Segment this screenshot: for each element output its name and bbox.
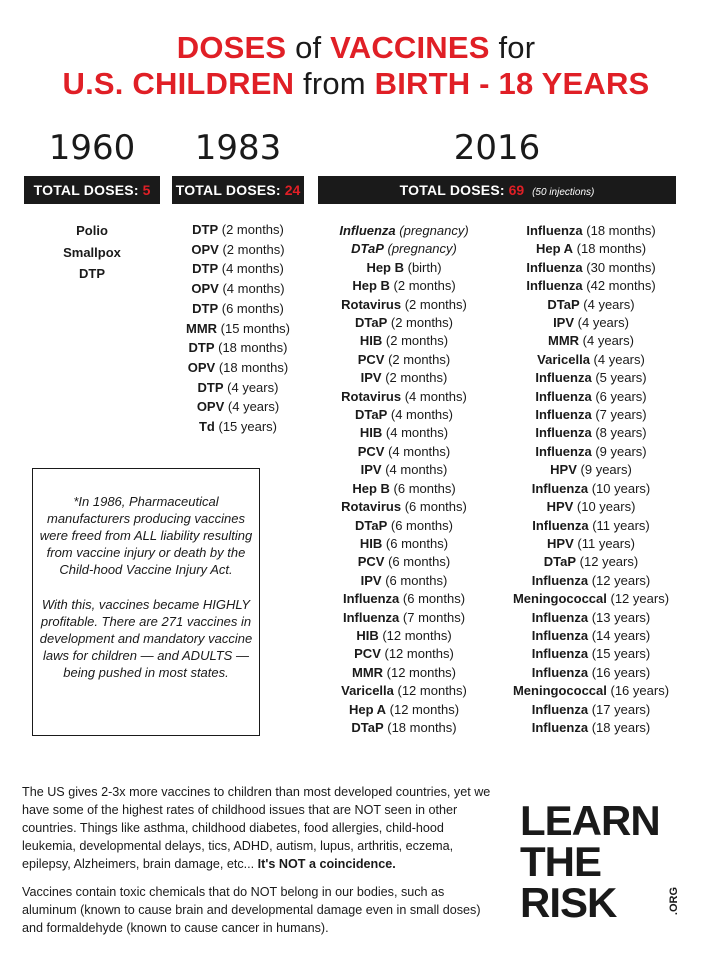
vaccine-name: Influenza xyxy=(531,480,589,496)
vaccine-name: Hep A xyxy=(348,701,387,717)
vaccine-name: HPV xyxy=(546,499,574,515)
dose-age: (10 years) xyxy=(588,480,651,496)
vaccine-dose-item xyxy=(505,682,677,700)
vaccine-name: Influenza xyxy=(531,609,589,625)
vaccine-dose-item xyxy=(318,517,490,535)
dose-age: (16 years) xyxy=(588,664,651,680)
bottom-paragraph-1 xyxy=(22,783,492,873)
vaccine-dose-item xyxy=(318,682,490,700)
vaccine-name: DTaP xyxy=(354,315,388,331)
dose-age: (5 years) xyxy=(591,370,647,386)
injections-note: (50 injections) xyxy=(532,187,595,198)
vaccine-dose-item xyxy=(318,314,490,332)
vaccine-dose-item xyxy=(172,259,304,279)
vaccine-name: Influenza xyxy=(526,259,583,275)
title-part: BIRTH - 18 YEARS xyxy=(374,66,650,101)
vaccine-dose-item xyxy=(318,701,490,719)
vaccine-name: OPV xyxy=(187,359,216,375)
vaccine-name: DTaP xyxy=(351,241,384,257)
vaccine-dose-item xyxy=(318,535,490,553)
dose-age: (15 years) xyxy=(214,419,278,435)
dose-age: (18 years) xyxy=(588,719,651,735)
vaccine-name: Influenza xyxy=(339,223,396,238)
dose-age: (2 months) xyxy=(384,351,451,367)
title-line-2 xyxy=(0,66,712,102)
vaccine-name: HIB xyxy=(359,333,383,349)
vaccine-name: Hep B xyxy=(352,480,390,496)
note-paragraph-1: *In 1986, Pharmaceutical manufacturers producing vaccines were freed from ALL liability resulting from vaccine injury or death by the Child-hood Vaccine Injury Act. xyxy=(39,494,253,577)
vaccine-dose-item xyxy=(318,222,490,240)
vaccine-dose-item xyxy=(505,719,677,737)
vaccine-dose-item xyxy=(318,719,490,737)
dose-age: (2 months) xyxy=(389,278,456,294)
vaccine-name: HIB xyxy=(356,627,379,643)
dose-age: (6 months) xyxy=(399,591,466,607)
vaccine-dose-item xyxy=(318,443,490,461)
dose-age: (4 years) xyxy=(224,399,280,415)
logo-word-learn: LEARN xyxy=(520,797,660,844)
dose-age: (12 months) xyxy=(378,627,452,643)
vaccine-dose-item xyxy=(505,498,677,516)
vaccine-dose-item xyxy=(318,498,490,516)
bottom-paragraph-1-text: The US gives 2-3x more vaccines to children than most developed countries, yet we have some of the highest rates of childhood issues that are NOT seen in other countries. Things like asthma, childhood diabetes, food allergies, child-hood leukemia, developmental delays, tics, ADHD, autism, lupus, arthritis, eczema, epilepsy, Alzheimers, brain damage, etc... xyxy=(22,785,491,871)
dose-age: (7 years) xyxy=(591,407,647,423)
vaccine-dose-item xyxy=(505,517,677,535)
vaccine-name: HPV xyxy=(547,535,574,551)
vaccine-name: Hep B xyxy=(352,278,390,294)
dose-age: (12 months) xyxy=(386,701,460,717)
vaccine-dose-item xyxy=(318,590,490,608)
vaccine-dose-item xyxy=(505,424,677,442)
vaccine-name: OPV xyxy=(196,399,225,415)
title-part: DOSES xyxy=(176,30,287,65)
total-doses-label: TOTAL DOSES: xyxy=(399,182,505,198)
vaccine-name: Influenza xyxy=(531,701,589,717)
vaccine-dose-item xyxy=(505,553,677,571)
vaccine-dose-item xyxy=(318,259,490,277)
vaccine-name: Influenza xyxy=(342,591,400,607)
vaccine-dose-item xyxy=(505,701,677,719)
vaccine-name: Varicella xyxy=(341,683,394,699)
vaccine-dose-item xyxy=(505,535,677,553)
vaccine-dose-item xyxy=(318,609,490,627)
dose-age: (6 months) xyxy=(401,499,467,515)
bottom-paragraph-2: Vaccines contain toxic chemicals that do NOT belong in our bodies, such as aluminum (known to cause brain and developmental damage even in small doses) and formaldehyde (known to cause cancer in humans). xyxy=(22,885,481,935)
vaccine-dose-item xyxy=(318,627,490,645)
vaccine-dose-item xyxy=(505,664,677,682)
dose-age: (14 years) xyxy=(588,627,651,643)
dose-age: (birth) xyxy=(404,259,442,275)
year-1983: 1983 xyxy=(194,128,282,168)
vaccine-dose-item xyxy=(318,553,490,571)
dose-age: (4 years) xyxy=(574,315,629,331)
vaccine-name: PCV xyxy=(357,351,385,367)
vaccine-name: Influenza xyxy=(342,609,400,625)
vaccine-name: IPV xyxy=(360,462,382,478)
vaccine-dose-item xyxy=(172,338,304,358)
dose-age: (4 months) xyxy=(218,281,285,297)
dose-age: (6 months) xyxy=(389,480,456,496)
dose-age: (9 years) xyxy=(576,462,632,478)
vaccine-dose-item xyxy=(505,609,677,627)
vaccine-name: Rotavirus xyxy=(341,296,402,312)
total-doses-1960 xyxy=(24,176,160,204)
vaccine-dose-item xyxy=(318,572,490,590)
vaccine-dose-item xyxy=(172,417,304,437)
vaccine-name: PCV xyxy=(357,554,385,570)
vaccine-dose-item xyxy=(318,461,490,479)
dose-age: (4 years) xyxy=(579,296,635,312)
vaccine-dose-item xyxy=(318,424,490,442)
vaccine-name: HPV xyxy=(550,462,577,478)
dose-age: (12 months) xyxy=(393,683,467,699)
vaccine-dose-item xyxy=(505,259,677,277)
dose-age: (4 months) xyxy=(387,407,453,423)
vaccine-dose-item xyxy=(172,378,304,398)
vaccine-dose-item xyxy=(318,664,490,682)
vaccine-name: DTaP xyxy=(351,719,384,735)
year-2016: 2016 xyxy=(453,128,541,168)
vaccine-dose-item xyxy=(318,406,490,424)
vaccine-dose-item xyxy=(505,277,677,295)
vaccine-name: DTP xyxy=(192,222,219,237)
vaccine-dose-item xyxy=(318,332,490,350)
logo-word-risk: RISK xyxy=(520,879,617,926)
dose-age: (18 months) xyxy=(573,241,647,257)
title-part: U.S. CHILDREN xyxy=(62,66,295,101)
vaccine-dose-item xyxy=(505,645,677,663)
dose-age: (17 years) xyxy=(588,701,651,717)
dose-age: (12 months) xyxy=(383,664,457,680)
dose-age: (6 months) xyxy=(382,535,449,551)
vaccine-name: Varicella xyxy=(537,351,590,367)
vaccine-name: Influenza xyxy=(531,646,589,662)
dose-age: (18 months) xyxy=(383,719,457,735)
vaccine-dose-item xyxy=(24,263,160,285)
title-line-1 xyxy=(0,30,712,66)
dose-age: (8 years) xyxy=(591,425,647,441)
dose-age: (4 months) xyxy=(384,443,451,459)
vaccine-dose-item xyxy=(24,220,160,242)
vaccine-name: IPV xyxy=(360,370,382,386)
vaccine-dose-item xyxy=(172,397,304,417)
vaccine-name: Influenza xyxy=(535,388,592,404)
dose-age: (4 months) xyxy=(382,425,449,441)
vaccine-name: OPV xyxy=(191,281,219,297)
dose-age: (2 months) xyxy=(387,315,453,331)
logo-org: .ORG xyxy=(668,886,681,916)
dose-age: (6 years) xyxy=(591,388,647,404)
dose-age: (11 years) xyxy=(573,535,635,551)
vaccine-dose-item xyxy=(505,369,677,387)
vaccine-name: Influenza xyxy=(535,407,592,423)
dose-age: (6 months) xyxy=(218,300,284,316)
vaccine-dose-item xyxy=(318,296,490,314)
vaccine-name: OPV xyxy=(191,241,219,257)
dose-age: (15 years) xyxy=(588,646,651,662)
dose-age: (4 months) xyxy=(218,261,284,277)
dose-age: (2 months) xyxy=(381,370,448,386)
total-doses-value: 5 xyxy=(142,182,151,198)
vaccine-name: IPV xyxy=(553,315,575,331)
vaccine-name: Influenza xyxy=(526,278,583,294)
vaccine-dose-item xyxy=(172,358,304,378)
vaccine-name: Meningococcal xyxy=(512,683,607,699)
vaccine-name: DTaP xyxy=(354,517,388,533)
vaccine-name: Influenza xyxy=(526,223,583,238)
title-part: from xyxy=(294,66,375,101)
vaccine-dose-item xyxy=(318,388,490,406)
vaccine-dose-item xyxy=(505,443,677,461)
total-doses-1983 xyxy=(172,176,304,204)
vaccine-name: MMR xyxy=(351,664,384,680)
dose-age: (18 months) xyxy=(215,359,289,375)
vaccine-name: DTP xyxy=(192,300,219,316)
vaccine-dose-item xyxy=(505,480,677,498)
dose-age: (18 months) xyxy=(214,340,288,356)
dose-age: (6 months) xyxy=(381,572,448,588)
vaccine-name: Influenza xyxy=(531,627,589,643)
vaccine-name: Smallpox xyxy=(63,244,121,260)
vaccine-dose-item xyxy=(505,351,677,369)
dose-age: (7 months) xyxy=(399,609,466,625)
liability-note-box xyxy=(32,468,260,736)
total-doses-value: 24 xyxy=(284,182,301,198)
vaccine-dose-item xyxy=(318,645,490,663)
dose-age: (13 years) xyxy=(588,609,651,625)
learn-the-risk-logo xyxy=(520,797,690,926)
vaccine-name: DTaP xyxy=(547,296,580,312)
dose-age: (2 months) xyxy=(218,222,284,237)
dose-age: (6 months) xyxy=(387,517,453,533)
vaccine-dose-item xyxy=(318,277,490,295)
vaccine-name: Meningococcal xyxy=(512,591,607,607)
vaccine-name: DTP xyxy=(188,340,215,356)
dose-age: (9 years) xyxy=(591,443,647,459)
vaccine-name: Rotavirus xyxy=(341,388,402,404)
dose-age: (15 months) xyxy=(217,320,291,336)
vaccine-list-1983 xyxy=(172,220,304,437)
vaccine-dose-item xyxy=(505,314,677,332)
dose-age: (4 months) xyxy=(381,462,448,478)
vaccine-dose-item xyxy=(505,406,677,424)
dose-age: (12 years) xyxy=(576,554,639,570)
vaccine-dose-item xyxy=(172,319,304,339)
dose-age: (pregnancy) xyxy=(395,223,469,238)
dose-age: (4 years) xyxy=(223,379,279,395)
dose-age: (12 years) xyxy=(606,591,670,607)
logo-word-the: THE xyxy=(520,838,601,885)
dose-age: (2 months) xyxy=(218,241,285,257)
vaccine-dose-item xyxy=(505,572,677,590)
dose-age: (18 months) xyxy=(582,223,656,238)
title-part: of xyxy=(286,30,331,65)
vaccine-name: Hep A xyxy=(535,241,574,257)
vaccine-name: Influenza xyxy=(531,572,589,588)
vaccine-name: PCV xyxy=(354,646,381,662)
bottom-paragraph-1-emphasis: It's NOT a coincidence. xyxy=(257,857,396,871)
year-1960: 1960 xyxy=(48,128,136,168)
dose-age: (11 years) xyxy=(588,517,650,533)
vaccine-name: IPV xyxy=(360,572,382,588)
bottom-text xyxy=(22,783,492,947)
vaccine-name: Rotavirus xyxy=(341,499,402,515)
vaccine-name: Td xyxy=(198,419,215,435)
vaccine-dose-item xyxy=(318,369,490,387)
vaccine-list-2016-right xyxy=(505,222,677,737)
vaccine-name: MMR xyxy=(185,320,218,336)
vaccine-name: HIB xyxy=(359,535,383,551)
dose-age: (pregnancy) xyxy=(383,241,457,257)
vaccine-dose-item xyxy=(172,279,304,299)
note-paragraph-2: With this, vaccines became HIGHLY profitable. There are 271 vaccines in development and mandatory vaccine laws for children — and ADULTS — being pushed in most states. xyxy=(39,597,253,680)
vaccine-name: Influenza xyxy=(535,443,592,459)
vaccine-name: Influenza xyxy=(531,664,589,680)
vaccine-dose-item xyxy=(318,240,490,258)
dose-age: (42 months) xyxy=(582,278,656,294)
dose-age: (4 years) xyxy=(579,333,634,349)
vaccine-name: Influenza xyxy=(532,517,589,533)
title-part: for xyxy=(489,30,536,65)
vaccine-name: Polio xyxy=(76,223,108,238)
vaccine-name: Influenza xyxy=(535,370,592,386)
vaccine-dose-item xyxy=(172,240,304,260)
total-doses-label: TOTAL DOSES: xyxy=(175,182,281,198)
vaccine-name: DTaP xyxy=(354,407,388,423)
vaccine-name: HIB xyxy=(359,425,383,441)
vaccine-dose-item xyxy=(318,351,490,369)
vaccine-dose-item xyxy=(505,590,677,608)
vaccine-dose-item xyxy=(172,220,304,240)
vaccine-list-1960 xyxy=(24,220,160,285)
total-doses-label: TOTAL DOSES: xyxy=(33,182,139,198)
vaccine-name: PCV xyxy=(357,443,385,459)
dose-age: (12 months) xyxy=(380,646,454,662)
vaccine-dose-item xyxy=(505,627,677,645)
vaccine-dose-item xyxy=(24,242,160,264)
vaccine-dose-item xyxy=(505,296,677,314)
vaccine-name: DTaP xyxy=(543,554,577,570)
vaccine-dose-item xyxy=(505,332,677,350)
dose-age: (16 years) xyxy=(606,683,670,699)
vaccine-name: DTP xyxy=(197,379,224,395)
vaccine-dose-item xyxy=(172,299,304,319)
vaccine-name: Hep B xyxy=(366,259,404,275)
vaccine-name: DTP xyxy=(192,261,219,277)
vaccine-dose-item xyxy=(505,461,677,479)
dose-age: (12 years) xyxy=(588,572,651,588)
vaccine-name: DTP xyxy=(79,266,105,281)
vaccine-name: Influenza xyxy=(535,425,592,441)
vaccine-dose-item xyxy=(318,480,490,498)
total-doses-value: 69 xyxy=(508,182,525,198)
total-doses-2016 xyxy=(318,176,676,204)
vaccine-name: MMR xyxy=(548,333,580,349)
dose-age: (30 months) xyxy=(582,259,656,275)
dose-age: (10 years) xyxy=(573,499,636,515)
page-title xyxy=(0,30,712,102)
dose-age: (4 months) xyxy=(401,388,467,404)
vaccine-list-2016-left xyxy=(318,222,490,737)
vaccine-dose-item xyxy=(505,222,677,240)
dose-age: (4 years) xyxy=(589,351,645,367)
dose-age: (2 months) xyxy=(401,296,467,312)
dose-age: (2 months) xyxy=(382,333,449,349)
vaccine-dose-item xyxy=(505,388,677,406)
vaccine-dose-item xyxy=(505,240,677,258)
vaccine-name: Influenza xyxy=(531,719,589,735)
title-part: VACCINES xyxy=(330,30,490,65)
dose-age: (6 months) xyxy=(384,554,451,570)
